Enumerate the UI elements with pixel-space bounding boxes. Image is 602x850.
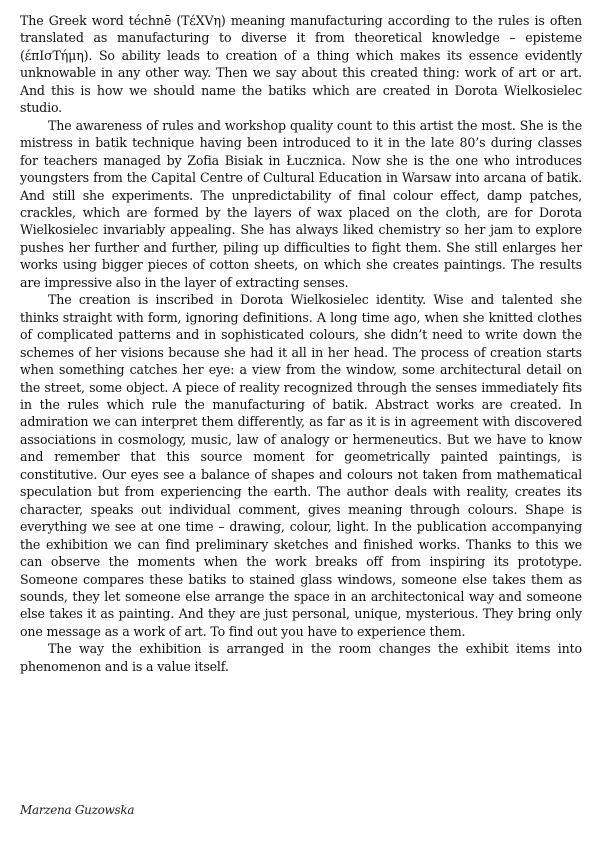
author-signature: Marzena Guzowska (20, 803, 135, 817)
paragraph-awareness: The awareness of rules and workshop quality count to this artist the most. She is the mistress in batik technique having been introduced to it in the late 80’s during classes for teachers managed by Zofia Bisiak in Łucznica. Now she is the one who introduces youngsters from the Capital Centre of Cultural Education in Warsaw into arcana of batik. And still she experiments. The unpredictability of final colour effect, damp patches, crackles, which are formed by the layers of wax placed on the cloth, are for Dorota Wielkosielec invariably appealing. She has always liked chemistry so her jam to explore pushes her further and further, piling up difficulties to fight them. She still enlarges her works using bigger pieces of cotton sheets, on which she creates paintings. The results are impressive also in the layer of extracting senses. (20, 117, 582, 290)
document-body (20, 12, 582, 675)
paragraph-exhibition: The way the exhibition is arranged in the room changes the exhibit items into phenomenon and is a value itself. (20, 641, 582, 674)
paragraph-creation: The creation is inscribed in Dorota Wielkosielec identity. Wise and talented she thinks straight with form, ignoring definitions. A long time ago, when she knitted clothes of complicated patterns and in sophisticated colours, she didn’t need to write down the schemes of her visions because she had it all in her head. The process of creation starts when something catches her eye: a view from the window, some architectural detail on the street, some object. A piece of reality recognized through the senses immediately fits in the rules which rule the manufacturing of batik. Abstract works are created. In admiration we can interpret them differently, as far as it is in agreement with discovered associations in cosmology, music, law of analogy or hermeneutics. But we have to know and remember that this source moment for geometrically painted paintings, is constitutive. Our eyes see a balance of shapes and colours not taken from mathematical speculation but from experiencing the earth. The author deals with reality, creates its character, speaks out individual comment, gives meaning through colours. Shape is everything we see at one time – drawing, colour, light. In the publication accompanying the exhibition we can find preliminary sketches and finished works. Thanks to this we can observe the moments when the work breaks off from inspiring its prototype. Someone compares these batiks to stained glass windows, someone else takes them as sounds, they let someone else arrange the space in an architectonical way and someone else takes it as painting. And they are just personal, unique, mysterious. They bring only one message as a work of art. To find out you have to experience them. (20, 292, 582, 639)
paragraph-intro: The Greek word téchnē (TέXVη) meaning manufacturing according to the rules is often translated as manufacturing to diverse it from theoretical knowledge – episteme (έπIσTήμη). So ability leads to creation of a thing which makes its essence evidently unknowable in any other way. Then we say about this created thing: work of art or art. And this is how we should name the batiks which are created in Dorota Wielkosielec studio. (20, 13, 582, 116)
